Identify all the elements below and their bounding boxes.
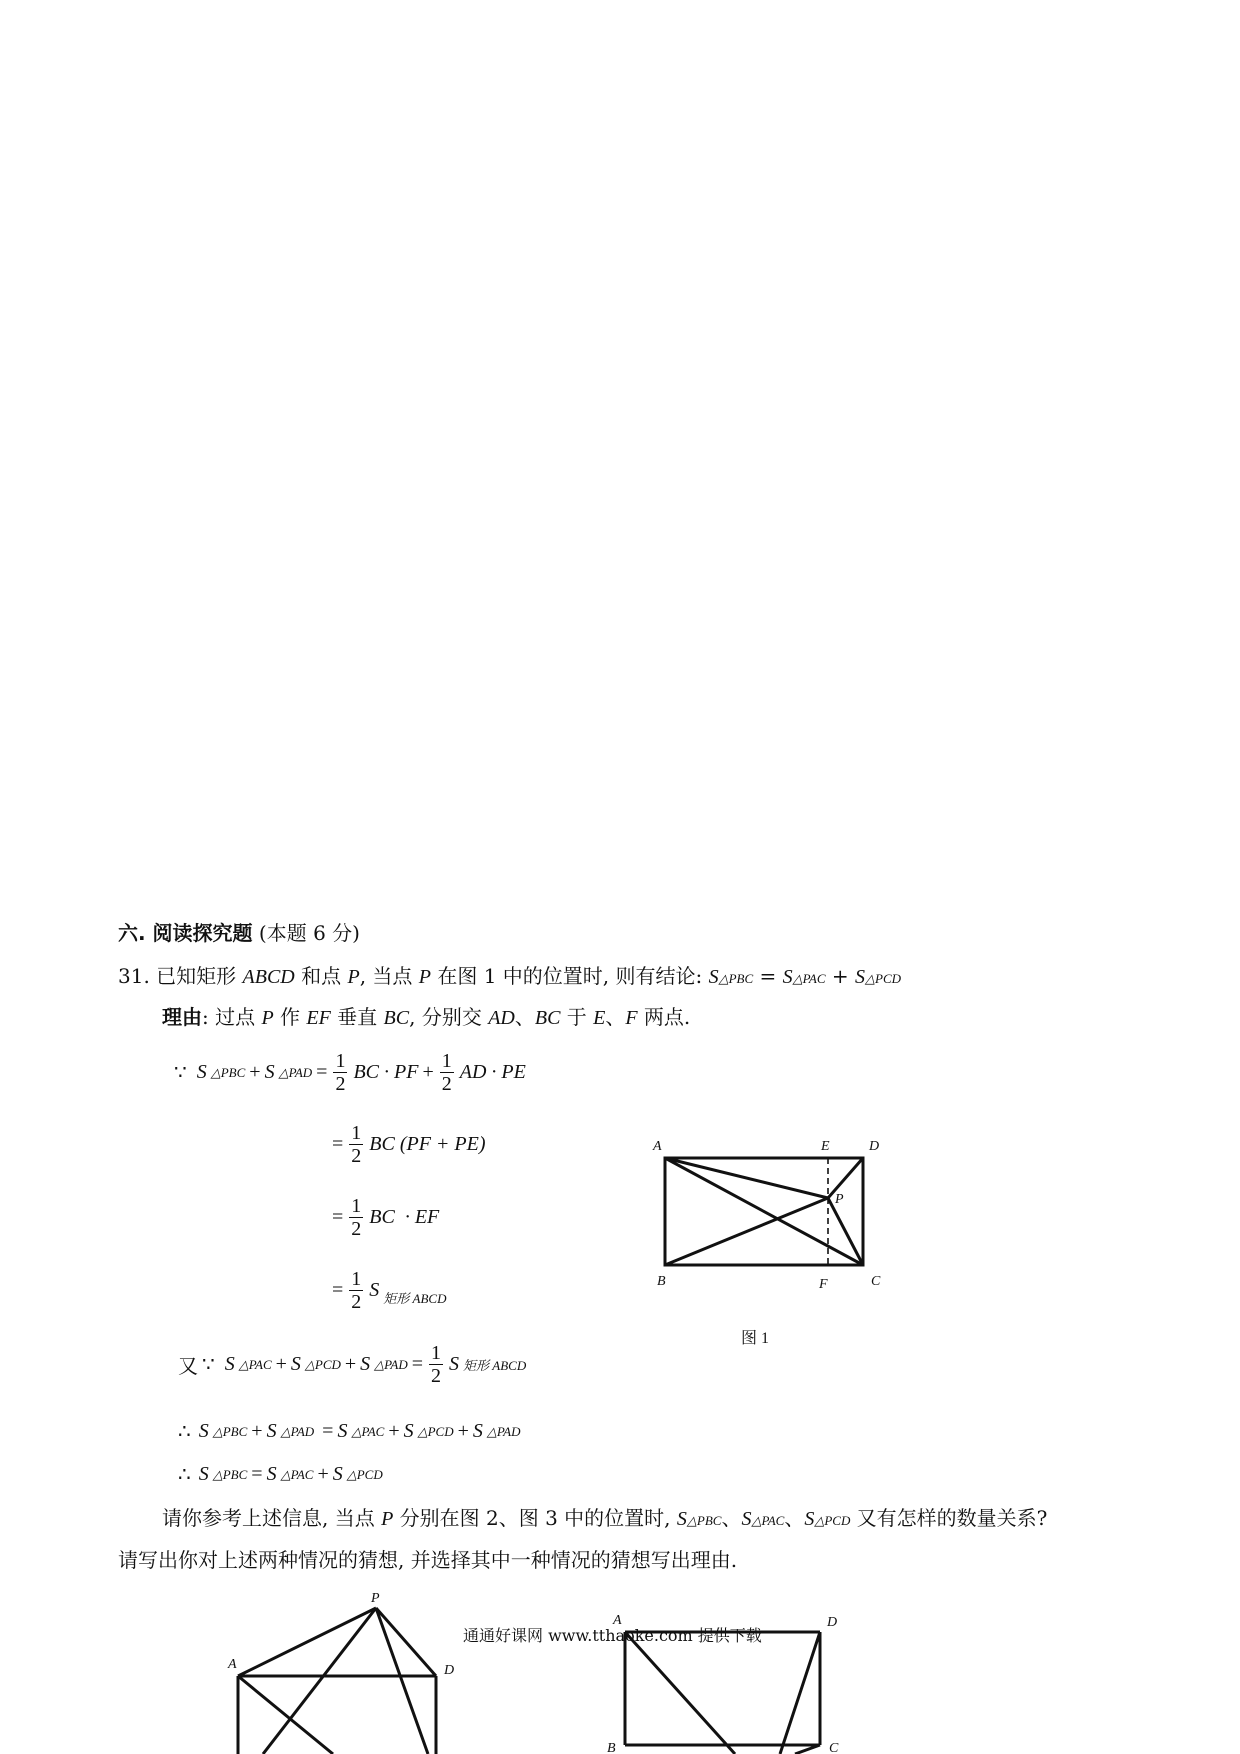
segment-ap [665,1158,828,1198]
fraction-denominator: 2 [351,1218,362,1240]
plus: + [249,1061,261,1083]
fraction-numerator: 1 [351,1268,362,1290]
plus: + [825,964,855,988]
equals-sign: = [322,1420,334,1442]
section-title: 六. 阅读探究题 [118,921,253,945]
text: , 当点 [359,964,419,988]
text: 、 [514,1005,535,1029]
area-subscript: △PAC [238,1356,272,1372]
label-c: C [829,1741,839,1754]
segment-ef: EF [306,1007,331,1029]
area-subscript: △PAD [280,1423,315,1439]
point-f: F [625,1007,638,1029]
segment-ad: AD [488,1007,515,1029]
fraction-denominator: 2 [441,1073,452,1095]
text: 于 [560,1005,594,1029]
area-symbol: S [264,1061,275,1083]
problem-statement [118,963,901,992]
text: : 过点 [202,1005,262,1029]
equals: = [411,1353,424,1375]
text: 请你参考上述信息, 当点 [162,1506,382,1530]
area-symbol: S [741,1508,752,1530]
fraction-half [349,1122,363,1167]
area-symbol: S [337,1420,348,1442]
area-symbol: S [290,1353,301,1375]
fraction-denominator: 2 [431,1365,442,1387]
equals: = [753,964,783,988]
segment-ac [665,1158,863,1265]
point-p: P [418,966,431,988]
fraction-numerator: 1 [351,1122,362,1144]
fraction-numerator: 1 [441,1050,452,1072]
area-subscript: △PCD [304,1356,341,1372]
plus: + [317,1463,329,1485]
area-symbol: S [855,966,865,988]
area-symbol: S [403,1420,414,1442]
figure-1-caption: 图 1 [741,1330,770,1347]
area-subscript: △PAC [751,1513,785,1528]
label-b: B [607,1741,616,1754]
term: BC (PF + PE) [369,1133,486,1155]
area-symbol: S [804,1508,815,1530]
label-d: D [827,1615,838,1630]
fraction-denominator: 2 [335,1073,346,1095]
segment-ap [238,1608,376,1676]
equals: = [332,1206,344,1228]
label-a: A [653,1139,662,1154]
area-symbol: S [472,1420,483,1442]
label-b: B [657,1274,666,1289]
segment-ap [625,1632,735,1754]
also-text: 又 [178,1356,198,1378]
area-subscript: △PAC [792,971,826,986]
area-symbol: S [449,1353,460,1375]
text: 在图 1 中的位置时, 则有结论: [430,964,709,988]
derivation-line-4 [332,1268,446,1313]
therefore-symbol: ∴ [178,1421,191,1443]
rect-name: ABCD [242,966,295,988]
area-subscript: △PAC [280,1466,314,1482]
fraction-numerator: 1 [335,1050,346,1072]
text: 又有怎样的数量关系? [850,1506,1048,1530]
derivation-line-1 [174,1050,526,1095]
point-p: P [381,1508,394,1530]
fraction-half [440,1050,454,1095]
text: , 分别交 [409,1005,489,1029]
reason-label: 理由 [162,1005,202,1029]
label-d: D [444,1663,455,1678]
separator: 、 [784,1506,805,1530]
section-points: (本题 6 分) [258,921,360,945]
area-symbol: S [676,1508,687,1530]
area-subscript: △PBC [686,1513,722,1528]
area-symbol: S [332,1463,343,1485]
term: BC · PF [353,1061,419,1083]
area-subscript: △PBC [718,971,754,986]
text: 、 [605,1005,626,1029]
area-symbol: S [266,1420,277,1442]
area-subscript: △PBC [210,1064,246,1080]
plus: + [457,1420,469,1442]
equals: = [332,1133,344,1155]
label-p: P [835,1192,844,1207]
label-c: C [871,1274,881,1289]
area-subscript: △PCD [814,1513,851,1528]
footer-text: 通通好课网 www.tthaoke.com 提供下载 [463,1626,762,1645]
area-subscript: △PBC [212,1423,248,1439]
fraction-half [429,1342,443,1387]
plus: + [422,1061,434,1083]
label-f: F [819,1277,828,1292]
area-subscript: △PAD [374,1356,408,1372]
section-heading [118,920,360,946]
fraction-half [349,1268,363,1313]
question-line-2: 请写出你对上述两种情况的猜想, 并选择其中一种情况的猜想写出理由. [118,1548,738,1572]
derivation-line-3 [332,1195,439,1240]
area-symbol: S [360,1353,371,1375]
text: 分别在图 2、图 3 中的位置时, [393,1506,677,1530]
because-symbol: ∵ [202,1354,215,1376]
point-p: P [261,1007,274,1029]
equals: = [251,1463,263,1485]
text: 两点. [637,1005,691,1029]
question-line-1 [162,1505,1047,1534]
area-symbol: S [266,1463,277,1485]
therefore-symbol: ∴ [178,1464,191,1486]
derivation-line-6 [178,1419,520,1444]
equals: = [316,1061,328,1083]
area-subscript: △PAC [351,1423,385,1439]
segment-pb [263,1608,376,1754]
plus: + [344,1353,357,1375]
label-a: A [228,1657,237,1672]
problem-number: 31. 已知矩形 [118,964,243,988]
segment-ac [238,1676,333,1754]
plus: + [275,1353,287,1375]
area-subscript: 矩形 ABCD [383,1291,447,1306]
text: 和点 [294,964,348,988]
area-subscript: △PAD [486,1423,521,1439]
term: BC · EF [369,1206,440,1228]
area-symbol: S [708,966,719,988]
figure-1 [645,1130,895,1360]
area-subscript: △PBC [212,1466,248,1482]
figure-2 [218,1588,458,1754]
fraction-numerator: 1 [431,1342,442,1364]
area-symbol: S [782,966,793,988]
segment-pc [376,1608,428,1754]
area-symbol: S [196,1061,207,1083]
label-e: E [821,1139,830,1154]
label-d: D [869,1139,880,1154]
area-symbol: S [198,1463,209,1485]
text: 作 [273,1005,307,1029]
fraction-half [349,1195,363,1240]
fraction-denominator: 2 [351,1145,362,1167]
area-symbol: S [369,1279,380,1301]
fraction-half [333,1050,347,1095]
fraction-denominator: 2 [351,1291,362,1313]
point-p: P [347,966,360,988]
segment-pd [828,1158,863,1198]
term: AD · PE [459,1061,526,1083]
segment-bc: BC [534,1007,561,1029]
area-symbol: S [224,1353,235,1375]
derivation-line-5 [178,1342,526,1387]
segment-dp [780,1632,820,1754]
area-symbol: S [198,1420,209,1442]
separator: 、 [721,1506,742,1530]
segment-pd [376,1608,436,1676]
equals: = [332,1279,344,1301]
point-e: E [593,1007,606,1029]
segment-bc: BC [383,1007,410,1029]
label-a: A [613,1613,622,1628]
label-p: P [371,1591,380,1606]
area-subscript: 矩形 ABCD [463,1358,527,1373]
reason-line [162,1004,690,1031]
area-subscript: △PCD [865,971,901,986]
plus: + [388,1420,400,1442]
area-subscript: △PAD [278,1064,313,1080]
plus: + [251,1420,263,1442]
derivation-line-2 [332,1122,486,1167]
text: 垂直 [330,1005,384,1029]
fraction-numerator: 1 [351,1195,362,1217]
area-subscript: △PCD [417,1423,454,1439]
because-symbol: ∵ [174,1062,187,1084]
derivation-line-7 [178,1462,383,1487]
area-subscript: △PCD [346,1466,383,1482]
